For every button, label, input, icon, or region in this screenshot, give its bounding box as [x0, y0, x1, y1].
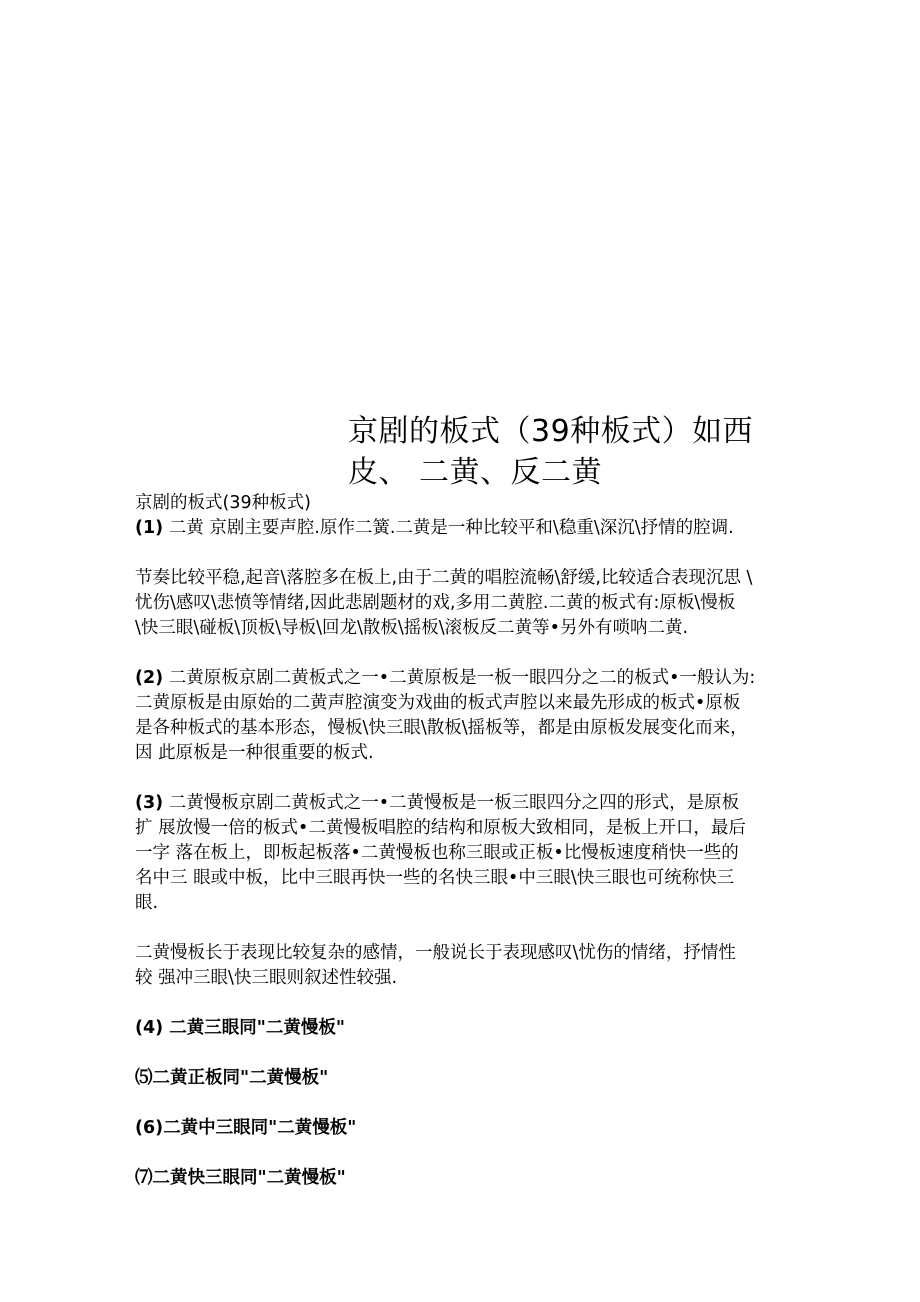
paragraph-line: 扩 展放慢一倍的板式•二黄慢板唱腔的结构和原板大致相同，是板上开口，最后 [135, 818, 746, 838]
spacer [135, 1141, 795, 1166]
item-5 [135, 1066, 795, 1091]
item-number: (6) [135, 1118, 164, 1138]
paragraph-line: 因 此原板是一种很重要的板式. [135, 743, 374, 763]
item-6 [135, 1116, 795, 1141]
spacer [135, 916, 795, 941]
paragraph-4 [135, 941, 795, 991]
item-number: (4) [135, 1018, 164, 1038]
paragraph-line: 二黄原板是由原始的二黄声腔演变为戏曲的板式声腔以来最先形成的板式•原板 [135, 693, 741, 713]
paragraph-line: 二黄慢板长于表现比较复杂的感情，一般说长于表现感叹\忧伤的情绪，抒情性 [135, 943, 736, 963]
item-text: 二黄中三眼同"二黄慢板" [163, 1118, 357, 1138]
subtitle: 京剧的板式(39种板式) [135, 493, 311, 513]
spacer [135, 1041, 795, 1066]
item-number: ⑺ [135, 1168, 153, 1188]
spacer [135, 991, 795, 1016]
paragraph-3 [135, 791, 795, 916]
title-line-1: 京剧的板式（39种板式）如西 [348, 414, 754, 449]
item-text: 二黄快三眼同"二黄慢板" [152, 1168, 346, 1188]
item-number: (2) [135, 668, 164, 688]
document-body [135, 491, 795, 1191]
spacer [135, 766, 795, 791]
paragraph-line [135, 666, 795, 691]
paragraph-text: 二黄原板京剧二黄板式之一•二黄原板是一板一眼四分之二的板式•一般认为: [163, 668, 756, 688]
paragraph-1b [135, 566, 795, 641]
item-number: ⑸ [135, 1068, 153, 1088]
item-number: (1) [135, 518, 164, 538]
item-4 [135, 1016, 795, 1041]
paragraph-line: 忧伤\感叹\悲愤等情绪,因此悲剧题材的戏,多用二黄腔.二黄的板式有:原板\慢板 [135, 593, 736, 613]
paragraph-line: 名中三 眼或中板，比中三眼再快一些的名快三眼•中三眼\快三眼也可统称快三 [135, 868, 735, 888]
paragraph-1 [135, 516, 795, 541]
paragraph-line [135, 791, 795, 816]
paragraph-line: 眼. [135, 893, 159, 913]
paragraph-2 [135, 666, 795, 766]
item-text: 二黄三眼同"二黄慢板" [163, 1018, 346, 1038]
paragraph-line: 节奏比较平稳,起音\落腔多在板上,由于二黄的唱腔流畅\舒缓,比较适合表现沉思 \ [135, 568, 753, 588]
spacer [135, 641, 795, 666]
title-line-2: 皮、 二黄、反二黄 [348, 455, 603, 490]
paragraph-line: 是各种板式的基本形态，慢板\快三眼\散板\摇板等，都是由原板发展变化而来， [135, 718, 748, 738]
spacer [135, 1091, 795, 1116]
spacer [135, 541, 795, 566]
item-7 [135, 1166, 795, 1191]
paragraph-line: 一字 落在板上，即板起板落•二黄慢板也称三眼或正板•比慢板速度稍快一些的 [135, 843, 739, 863]
item-number: (3) [135, 793, 164, 813]
paragraph-text: 二黄慢板京剧二黄板式之一•二黄慢板是一板三眼四分之四的形式，是原板 [163, 793, 740, 813]
paragraph-1-line-1 [135, 516, 795, 541]
item-text: 二黄正板同"二黄慢板" [152, 1068, 329, 1088]
paragraph-text: 二黄 京剧主要声腔.原作二簧.二黄是一种比较平和\稳重\深沉\抒情的腔调. [163, 518, 734, 538]
paragraph-line: 较 强冲三眼\快三眼则叙述性较强. [135, 968, 398, 988]
document-title [348, 411, 788, 493]
paragraph-line: \快三眼\碰板\顶板\导板\回龙\散板\摇板\滚板反二黄等•另外有唢呐二黄. [135, 618, 689, 638]
